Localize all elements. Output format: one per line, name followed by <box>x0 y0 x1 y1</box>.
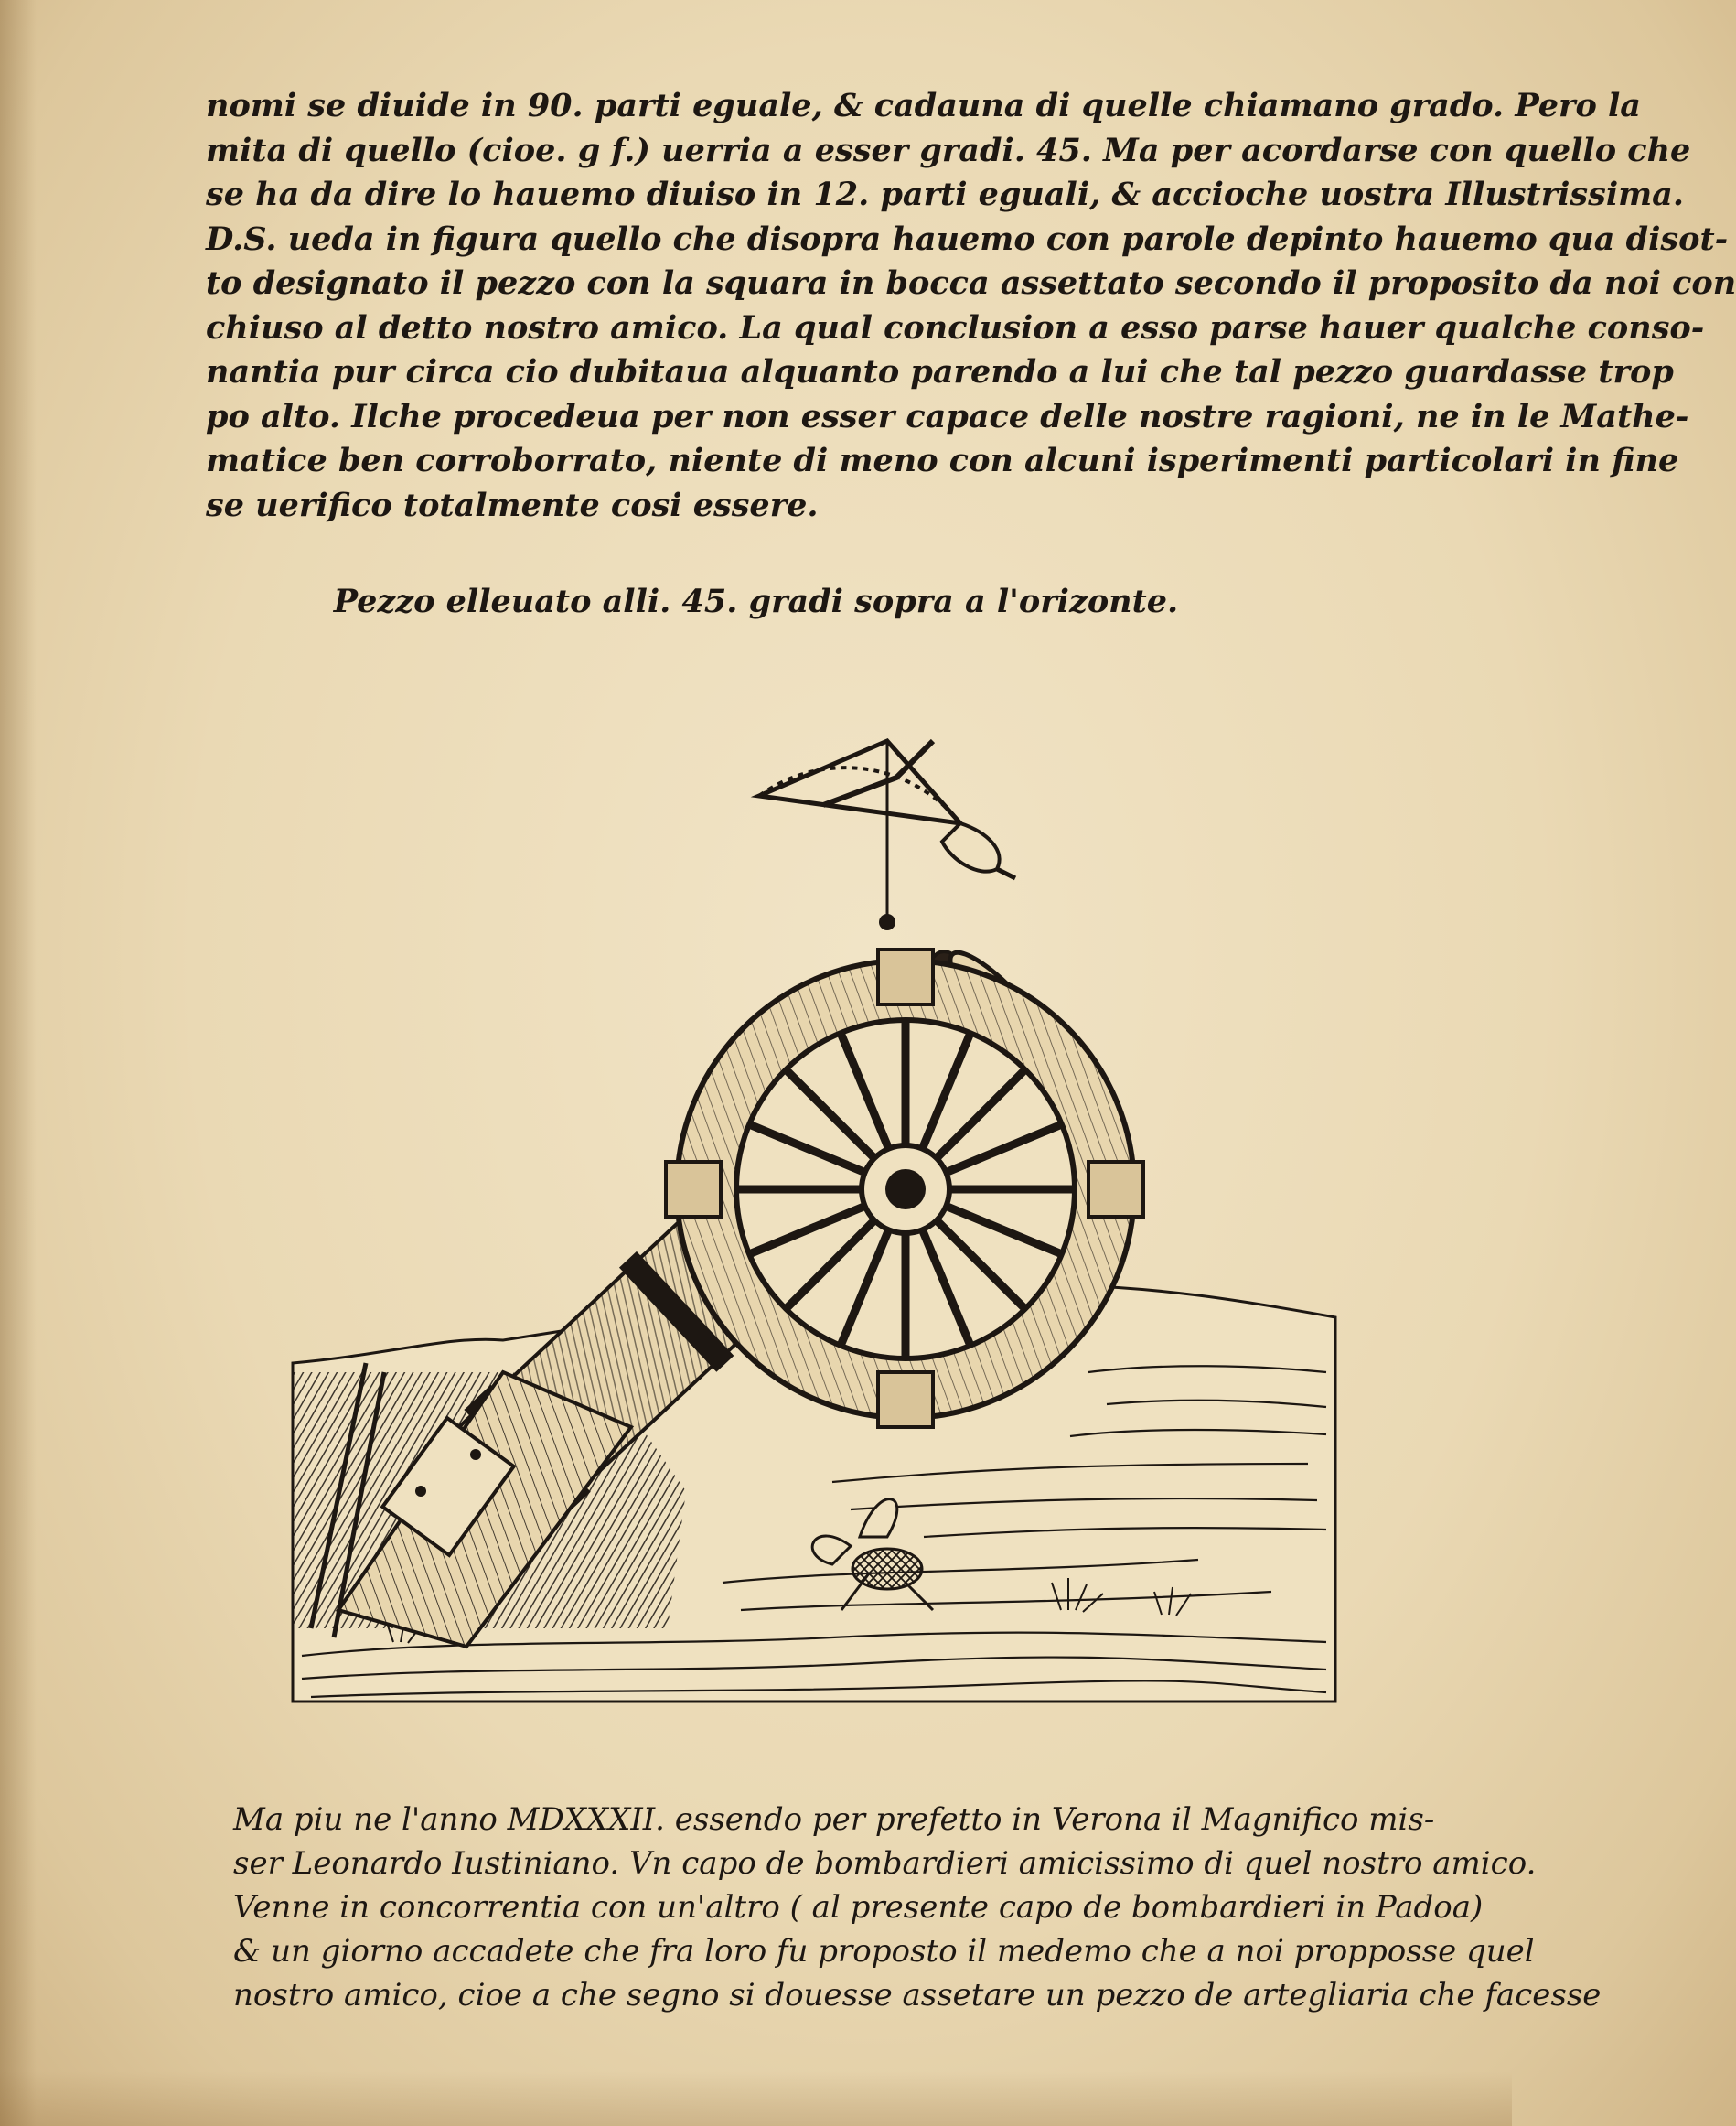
text-line: se uerifico totalmente cosi essere. <box>206 486 819 524</box>
text-line: matice ben corroborrato, niente di meno con alcuni isperimenti particolari in fine <box>206 442 1679 479</box>
text-line: nostro amico, cioe a che segno si douesse assetare un pezzo de artegliaria che facesse <box>233 1977 1602 2013</box>
cannon-woodcut-illustration <box>284 732 1345 1756</box>
text-line: nomi se diuide in 90. parti eguale, & cadauna di quelle chiamano grado. Pero la <box>206 87 1641 124</box>
text-line: po alto. Ilche procedeua per non esser capace delle nostre ragioni, ne in le Mathe- <box>206 397 1689 435</box>
figure-caption: Pezzo elleuato alli. 45. gradi sopra a l'orizonte. <box>333 583 1179 620</box>
bottom-paragraph <box>233 1798 1602 2017</box>
page-shadow-left <box>0 0 37 2126</box>
page-shadow-bottom <box>0 2071 1512 2126</box>
text-line: se ha da dire lo hauemo diuiso in 12. parti eguali, & accioche uostra Illustrissima. <box>206 176 1685 213</box>
text-line: to designato il pezzo con la squara in bocca assettato secondo il proposito da noi con <box>206 264 1736 302</box>
text-line: mita di quello (cioe. g f.) uerria a esser gradi. 45. Ma per acordarse con quello che <box>206 131 1691 169</box>
text-line: & un giorno accadete che fra loro fu proposto il medemo che a noi propposse quel <box>233 1933 1535 1970</box>
gunners-quadrant <box>759 741 1015 930</box>
text-line: Venne in concorrentia con un'altro ( al presente capo de bombardieri in Padoa) <box>233 1889 1484 1926</box>
top-paragraph <box>206 84 1736 528</box>
text-line: nantia pur circa cio dubitaua alquanto parendo a lui che tal pezzo guardasse trop <box>206 353 1674 391</box>
text-line: chiuso al detto nostro amico. La qual conclusion a esso parse hauer qualche conso- <box>206 308 1705 347</box>
text-line: Ma piu ne l'anno MDXXXII. essendo per prefetto in Verona il Magnifico mis- <box>233 1801 1435 1838</box>
text-line: D.S. ueda in figura quello che disopra hauemo con parole depinto hauemo qua disot- <box>206 220 1729 258</box>
text-line: ser Leonardo Iustiniano. Vn capo de bombardieri amicissimo di quel nostro amico. <box>233 1845 1537 1882</box>
